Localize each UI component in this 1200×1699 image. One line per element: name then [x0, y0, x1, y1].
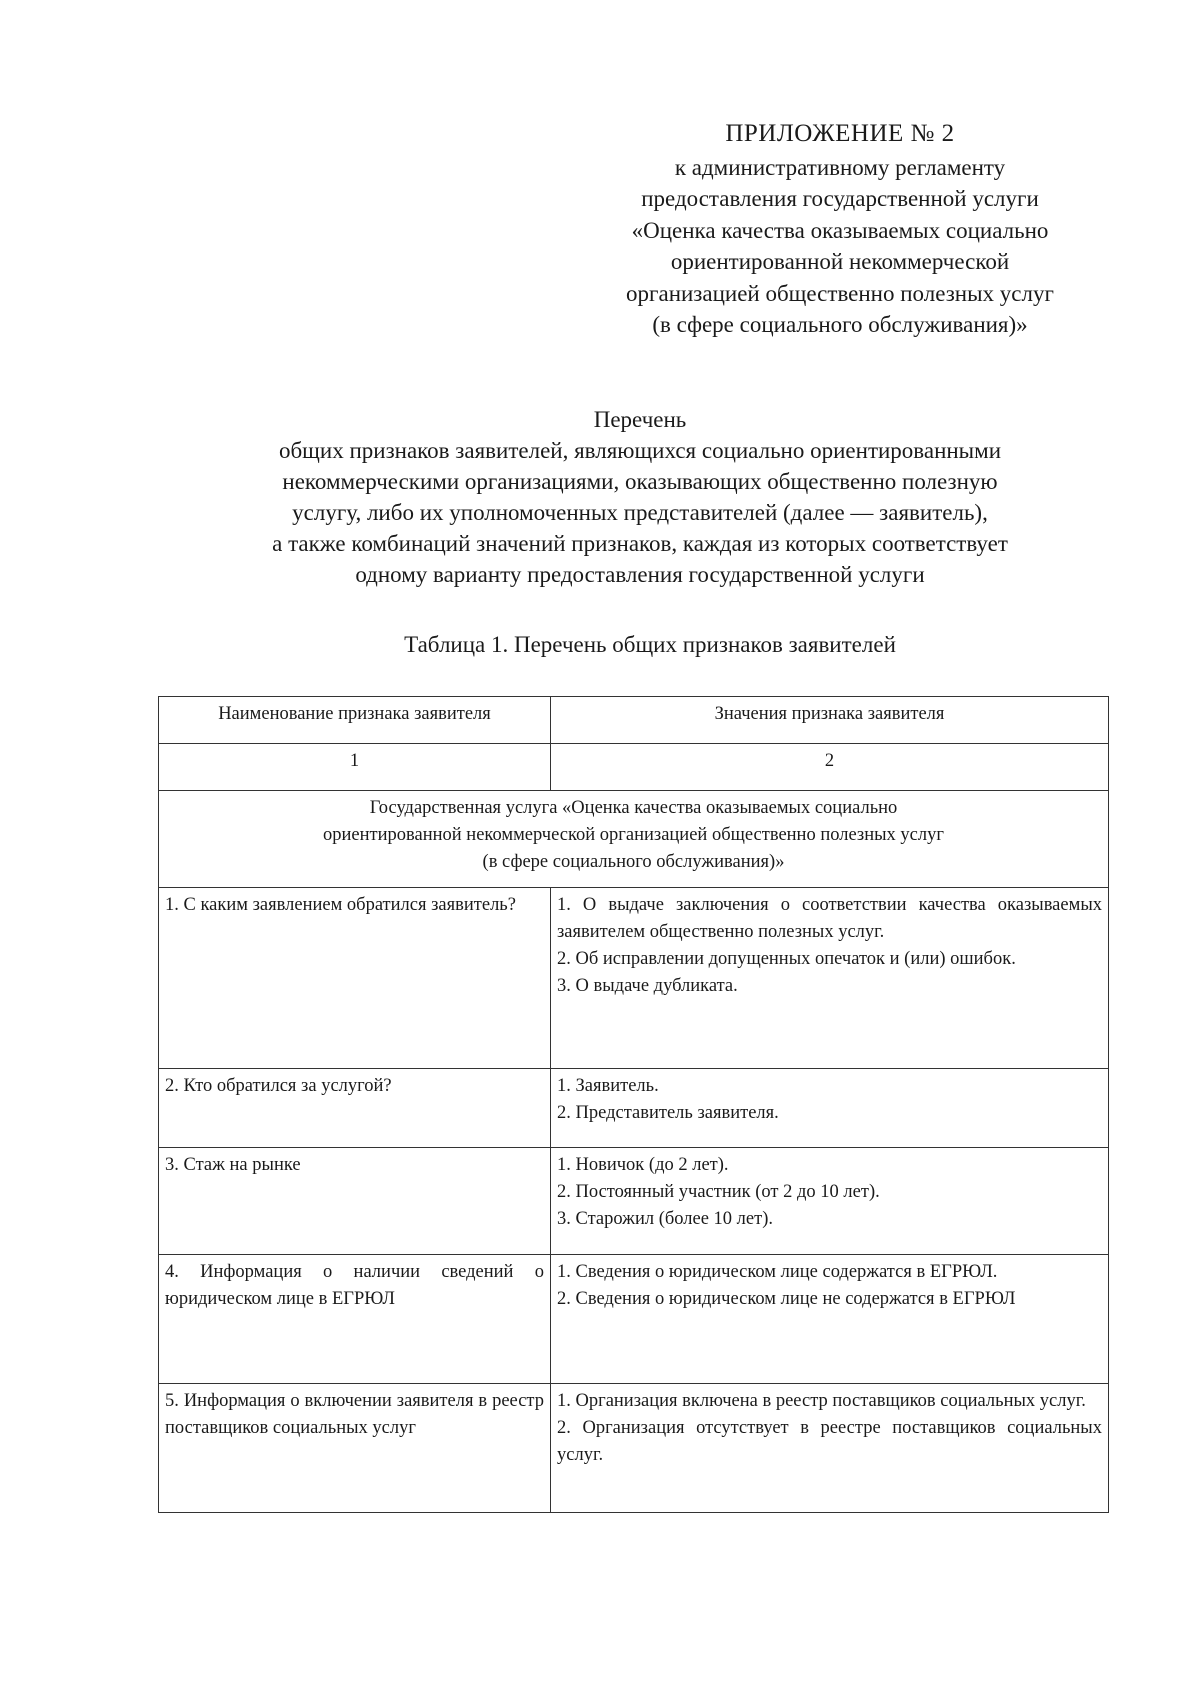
column-number: 1 — [159, 744, 551, 791]
appendix-line: организацией общественно полезных услуг — [626, 280, 1054, 306]
heading-line: одному варианту предоставления государственной услуги — [355, 562, 925, 587]
table-row — [159, 1255, 1109, 1384]
feature-value: 1. Заявитель. — [557, 1076, 659, 1096]
table-caption: Таблица 1. Перечень общих признаков заявителей — [404, 632, 896, 657]
heading-line: услугу, либо их уполномоченных представителей (далее — заявитель), — [292, 500, 988, 525]
table-row — [159, 888, 1109, 1069]
heading-line: а также комбинаций значений признаков, каждая из которых соответствует — [272, 531, 1008, 556]
document-heading — [170, 404, 1110, 590]
header-cell-name: Наименование признака заявителя — [159, 697, 551, 744]
feature-name: 5. Информация о включении заявителя в реестр поставщиков социальных услуг — [159, 1384, 551, 1513]
appendix-block — [600, 118, 1080, 341]
heading-title: Перечень — [593, 407, 687, 432]
heading-line: общих признаков заявителей, являющихся социально ориентированными — [278, 438, 1002, 463]
feature-value: 1. Организация включена в реестр поставщиков социальных услуг. — [557, 1391, 1086, 1411]
feature-value: 2. Организация отсутствует в реестре поставщиков социальных услуг. — [557, 1418, 1102, 1465]
feature-value: 1. О выдаче заключения о соответствии качества оказываемых заявителем общественно полезных услуг. — [557, 895, 1102, 942]
feature-value: 2. Постоянный участник (от 2 до 10 лет). — [557, 1182, 880, 1202]
feature-value: 1. Новичок (до 2 лет). — [557, 1155, 729, 1175]
feature-values — [551, 888, 1109, 1069]
appendix-line: ориентированной некоммерческой — [670, 249, 1010, 274]
feature-name: 4. Информация о наличии сведений о юридическом лице в ЕГРЮЛ — [159, 1255, 551, 1384]
appendix-line: к административному регламенту — [674, 154, 1006, 180]
feature-value: 3. О выдаче дубликата. — [557, 976, 738, 996]
feature-name: 3. Стаж на рынке — [159, 1148, 551, 1255]
feature-value: 2. Представитель заявителя. — [557, 1103, 779, 1123]
feature-value: 2. Сведения о юридическом лице не содержатся в ЕГРЮЛ — [557, 1289, 1016, 1309]
feature-value: 2. Об исправлении допущенных опечаток и (или) ошибок. — [557, 949, 1016, 969]
table-header-row — [159, 697, 1109, 744]
service-title-cell — [159, 791, 1109, 888]
service-title-line: (в сфере социального обслуживания)» — [482, 852, 785, 872]
feature-name: 2. Кто обратился за услугой? — [159, 1069, 551, 1148]
heading-line: некоммерческими организациями, оказывающих общественно полезную — [282, 469, 998, 494]
appendix-line: предоставления государственной услуги — [641, 186, 1039, 211]
service-title-row — [159, 791, 1109, 888]
appendix-title: ПРИЛОЖЕНИЕ № 2 — [725, 120, 955, 147]
table-row — [159, 1069, 1109, 1148]
service-title-line: ориентированной некоммерческой организацией общественно полезных услуг — [323, 825, 944, 845]
feature-values — [551, 1148, 1109, 1255]
feature-values — [551, 1069, 1109, 1148]
table-row — [159, 1384, 1109, 1513]
applicant-features-table — [158, 696, 1109, 1513]
feature-value: 1. Сведения о юридическом лице содержатся в ЕГРЮЛ. — [557, 1262, 998, 1282]
feature-value: 3. Старожил (более 10 лет). — [557, 1209, 773, 1229]
feature-name: 1. С каким заявлением обратился заявитель? — [159, 888, 551, 1069]
service-title-line: Государственная услуга «Оценка качества оказываемых социально — [369, 798, 898, 818]
appendix-line: (в сфере социального обслуживания)» — [652, 312, 1028, 337]
column-number-row — [159, 744, 1109, 791]
header-cell-values: Значения признака заявителя — [551, 697, 1109, 744]
table-row — [159, 1148, 1109, 1255]
column-number: 2 — [551, 744, 1109, 791]
feature-values — [551, 1384, 1109, 1513]
feature-values — [551, 1255, 1109, 1384]
appendix-line: «Оценка качества оказываемых социально — [631, 217, 1049, 243]
